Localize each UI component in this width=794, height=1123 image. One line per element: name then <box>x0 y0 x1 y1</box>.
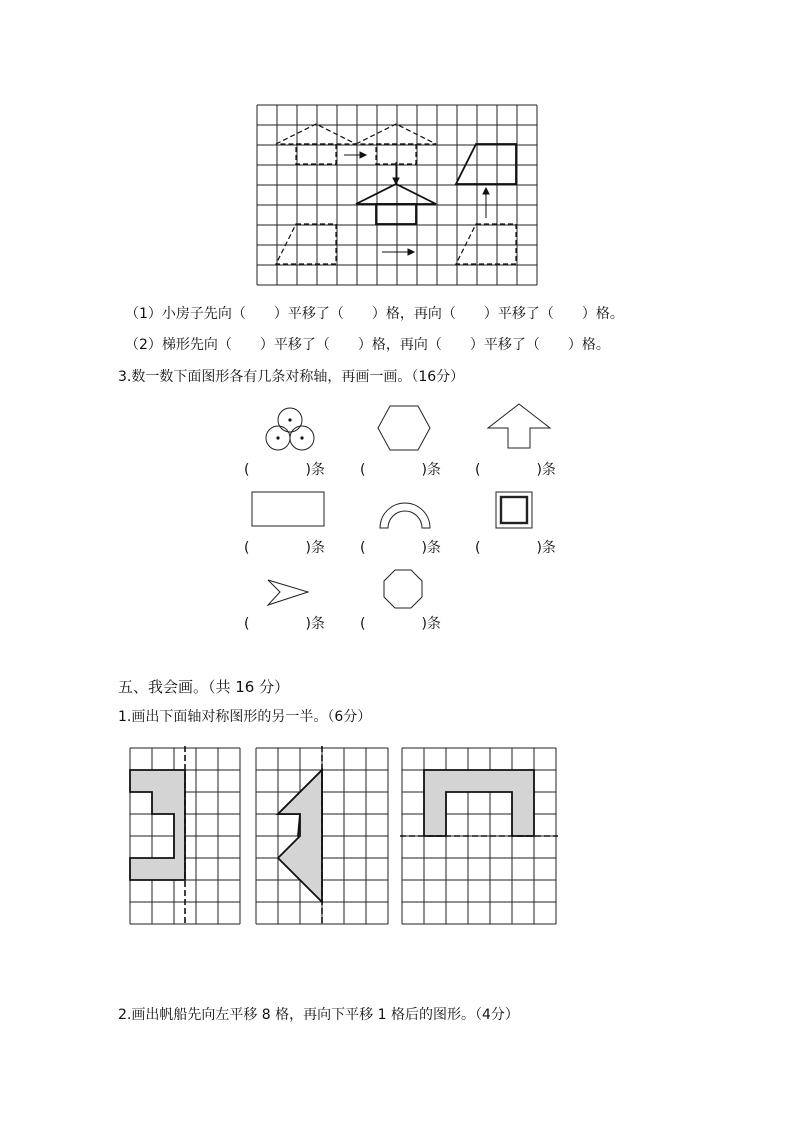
shape-arrow-up <box>486 402 552 454</box>
arrow-up-icon <box>486 402 552 450</box>
arrow-right-icon <box>382 249 414 255</box>
question-symmetry-axes: 3.数一数下面图形各有几条对称轴，再画一画。（16分） <box>118 369 465 385</box>
section-heading: 五、我会画。（共 16 分） <box>118 678 290 696</box>
arch-icon <box>378 500 432 530</box>
dashed-house-moved <box>356 124 436 164</box>
axis-count-blank[interactable]: ( )条 <box>360 462 441 478</box>
solid-trapezoid <box>456 144 516 184</box>
three-circles-icon <box>264 406 316 452</box>
dashed-trapezoid-left <box>276 224 336 264</box>
shape-double-square <box>494 490 536 536</box>
shape-hexagon <box>376 404 432 456</box>
shape-octagon <box>382 568 424 614</box>
shaded-half-shape <box>424 770 534 836</box>
axis-count-blank[interactable]: ( )条 <box>475 540 556 556</box>
axis-count-blank[interactable]: ( )条 <box>244 462 325 478</box>
axis-count-blank[interactable]: ( )条 <box>244 616 325 632</box>
symmetry-grid-a <box>128 746 244 928</box>
arrow-up-icon <box>483 188 489 218</box>
shape-arch <box>378 500 432 534</box>
question-trapezoid-translation: （2）梯形先向（ ）平移了（ ）格，再向（ ）平移了（ ）格。 <box>125 337 610 353</box>
hexagon-icon <box>376 404 432 452</box>
shaded-half-shape <box>130 770 185 880</box>
double-square-icon <box>494 490 536 532</box>
axis-count-blank[interactable]: ( )条 <box>360 540 441 556</box>
question-sailboat-translation: 2.画出帆船先向左平移 8 格，再向下平移 1 格后的图形。（4分） <box>118 1007 519 1023</box>
axis-count-blank[interactable]: ( )条 <box>475 462 556 478</box>
octagon-icon <box>382 568 424 610</box>
dashed-house-before <box>276 124 356 164</box>
question-house-translation: （1）小房子先向（ ）平移了（ ）格，再向（ ）平移了（ ）格。 <box>125 306 624 322</box>
symmetry-grid-c <box>400 746 560 928</box>
rectangle-icon <box>250 490 326 530</box>
arrow-right-icon <box>344 152 366 158</box>
dashed-trapezoid-right <box>456 224 516 264</box>
symmetry-grid-b <box>254 746 392 928</box>
solid-house <box>356 184 436 224</box>
shape-three-circles <box>264 406 316 456</box>
question-draw-half: 1.画出下面轴对称图形的另一半。（6分） <box>118 709 372 725</box>
translation-grid <box>256 104 540 286</box>
axis-count-blank[interactable]: ( )条 <box>244 540 325 556</box>
arrowhead-icon <box>266 578 310 608</box>
shape-rectangle <box>250 490 326 534</box>
shape-arrowhead <box>266 578 310 612</box>
axis-count-blank[interactable]: ( )条 <box>360 616 441 632</box>
